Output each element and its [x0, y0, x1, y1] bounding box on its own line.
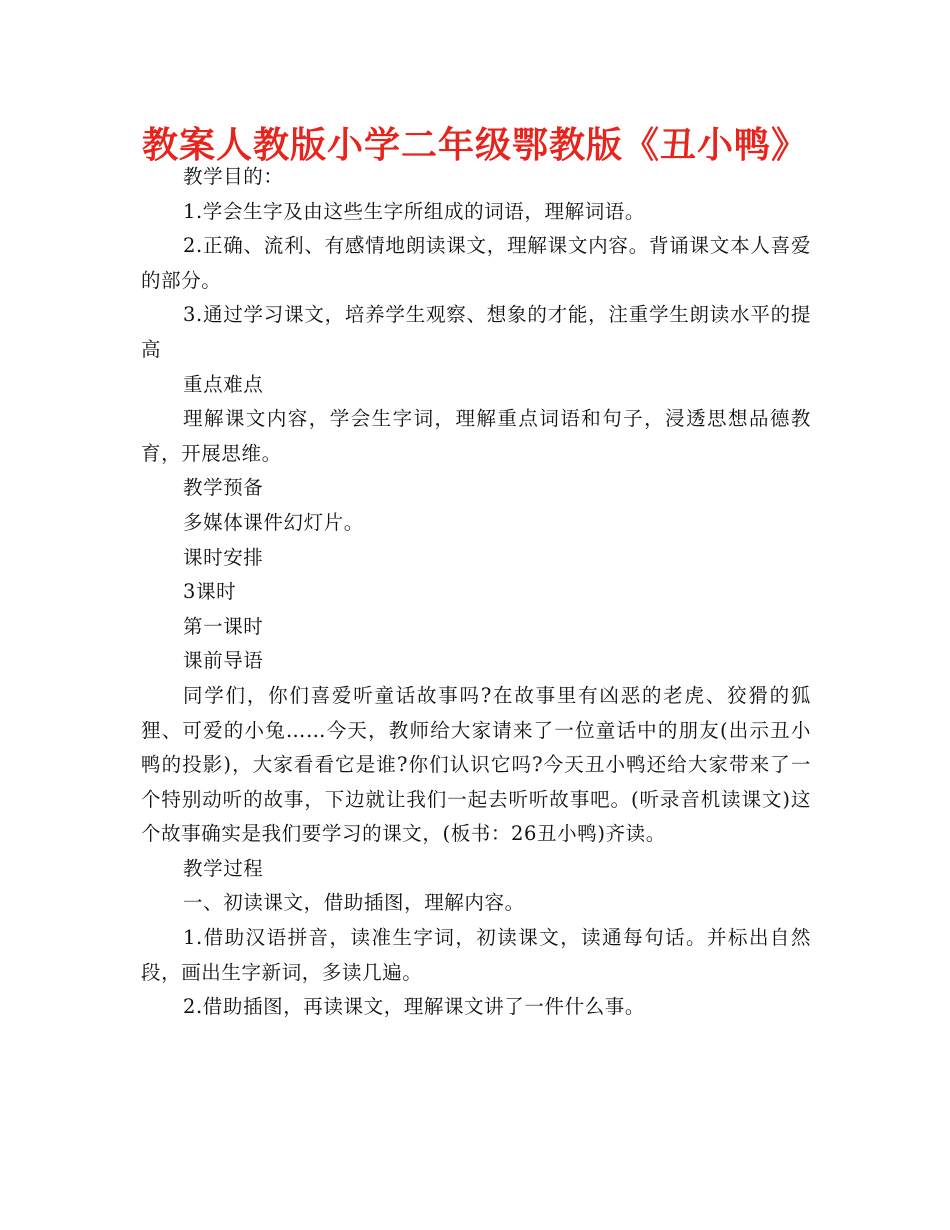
paragraph-intro: 同学们，你们喜爱听童话故事吗?在故事里有凶恶的老虎、狡猾的狐狸、可爱的小兔……今天，教师给大家请来了一位童话中的朋友(出示丑小鸭的投影)，大家看看它是谁?你们认识它吗?今天丑小鸭还给大家带来了一个特别动听的故事，下边就让我们一起去听听故事吧。(听录音机读课文)这个故事确实是我们要学习的课文，(板书：26丑小鸭)齐读。 [141, 683, 811, 846]
paragraph-preparation: 多媒体课件幻灯片。 [183, 510, 364, 534]
paragraph-step-1: 一、初读课文，借助插图，理解内容。 [183, 891, 525, 915]
paragraph-step-1-1: 1.借助汉语拼音，读准生字词，初读课文，读通每句话。并标出自然段，画出生字新词，多读几遍。 [141, 926, 811, 984]
document-title: 教案人教版小学二年级鄂教版《丑小鸭》 [141, 125, 808, 166]
paragraph-preparation-heading: 教学预备 [183, 476, 264, 500]
document-body [141, 160, 811, 1025]
paragraph-objective-3: 3.通过学习课文，培养学生观察、想象的才能，注重学生朗读水平的提高 [141, 303, 811, 361]
paragraph-schedule: 3课时 [183, 580, 237, 604]
paragraph-schedule-heading: 课时安排 [183, 545, 264, 569]
paragraph-intro-heading: 课前导语 [183, 649, 264, 673]
paragraph-step-1-2: 2.借助插图，再读课文，理解课文讲了一件什么事。 [183, 995, 646, 1019]
paragraph-objectives-heading: 教学目的： [183, 165, 284, 188]
paragraph-process-heading: 教学过程 [183, 856, 264, 880]
paragraph-first-lesson: 第一课时 [183, 614, 264, 638]
paragraph-objective-1: 1.学会生字及由这些生字所组成的词语，理解词语。 [183, 199, 646, 223]
paragraph-key-points: 理解课文内容，学会生字词，理解重点词语和句子，浸透思想品德教育，开展思维。 [141, 407, 811, 465]
paragraph-objective-2: 2.正确、流利、有感情地朗读课文，理解课文内容。背诵课文本人喜爱的部分。 [141, 234, 811, 292]
paragraph-key-points-heading: 重点难点 [183, 372, 264, 396]
